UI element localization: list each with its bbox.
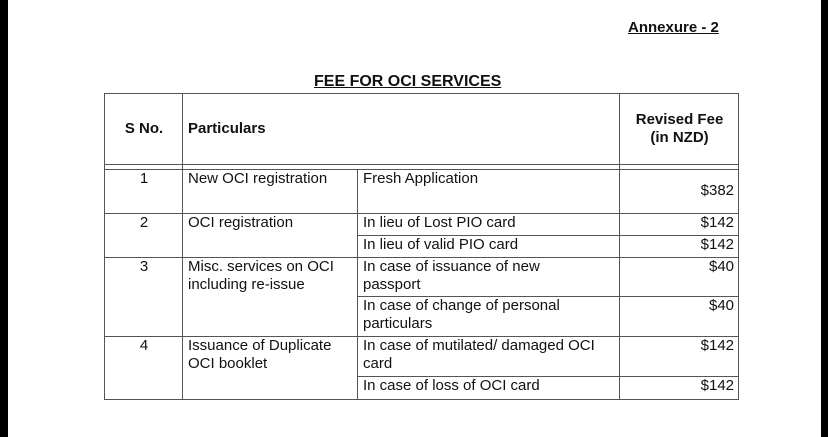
header-fee-line1: Revised Fee [635,111,724,128]
row-fee: $40 [620,258,739,297]
row-fee: $382 [620,170,739,214]
table-row [105,214,739,236]
row-sno: 4 [105,337,183,400]
row-sno: 2 [105,214,183,258]
row-fee: $142 [620,377,739,400]
row-fee: $40 [620,297,739,337]
row-fee: $142 [620,337,739,377]
table-header-row [105,94,739,165]
table-row [105,337,739,377]
row-case: In case of change of personal particulars [358,297,620,337]
row-fee: $142 [620,214,739,236]
row-case: In lieu of valid PIO card [358,236,620,258]
row-service: OCI registration [183,214,358,258]
row-case: In case of mutilated/ damaged OCI card [358,337,620,377]
table-row [105,258,739,297]
document-page [8,0,821,437]
header-sno: S No. [105,94,183,165]
annexure-label: Annexure - 2 [628,19,719,36]
row-service: Issuance of Duplicate OCI booklet [183,337,358,400]
row-case: In case of loss of OCI card [358,377,620,400]
row-service: Misc. services on OCI including re-issue [183,258,358,337]
fee-table [104,93,739,400]
row-sno: 1 [105,170,183,214]
row-fee: $142 [620,236,739,258]
page-title: FEE FOR OCI SERVICES [314,73,502,90]
row-sno: 3 [105,258,183,337]
header-fee-line2: (in NZD) [650,129,709,146]
row-case: In case of issuance of new passport [358,258,620,297]
header-fee [620,94,739,165]
row-case: Fresh Application [358,170,620,214]
row-case: In lieu of Lost PIO card [358,214,620,236]
header-particulars: Particulars [183,94,620,165]
row-service: New OCI registration [183,170,358,214]
table-row [105,170,739,214]
